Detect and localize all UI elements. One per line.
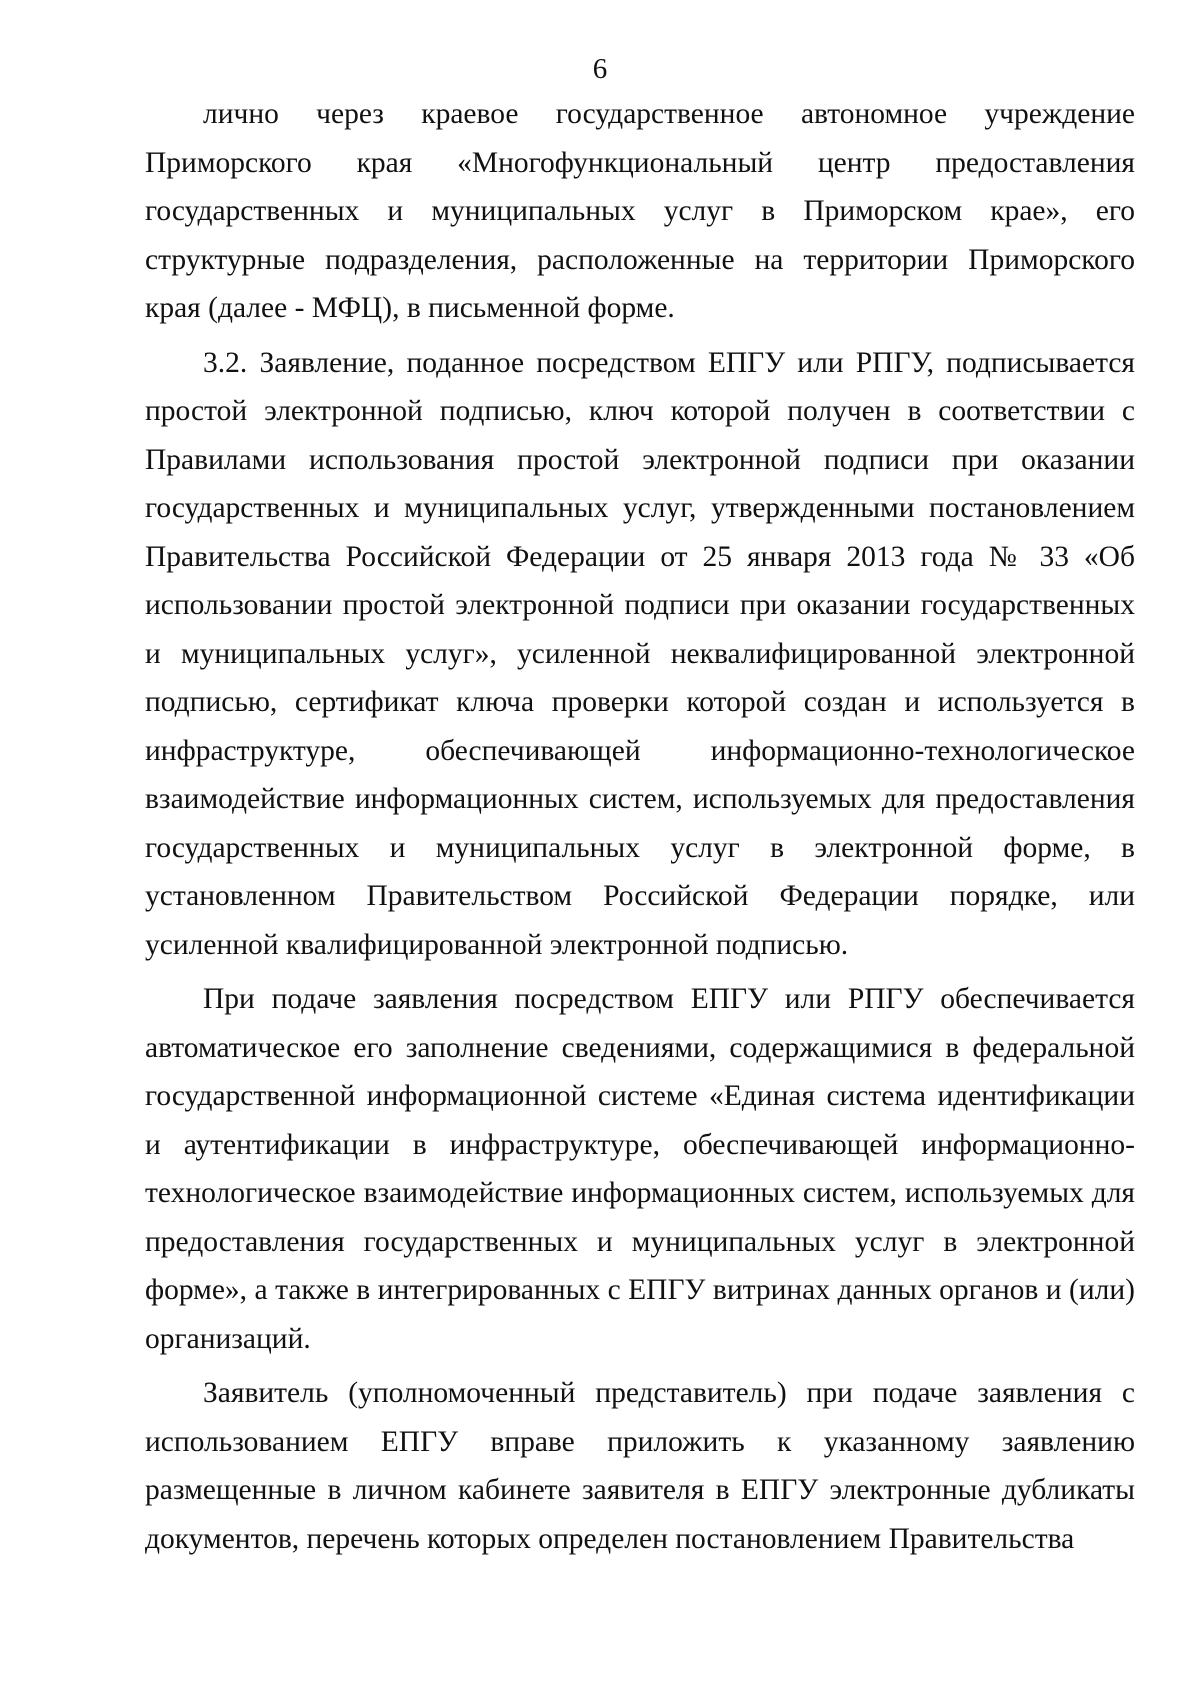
- paragraph-mfc-submission: лично через краевое государственное автономное учреждение Приморского края «Многофункциональный центр предоставления государственных и муниципальных услуг в Приморском крае», его структурные подразделения, расположенные на территории Приморского края (далее - МФЦ), в письменной форме.: [145, 98, 1135, 324]
- paragraph-auto-fill: При подаче заявления посредством ЕПГУ или РПГУ обеспечивается автоматическое его заполнение сведениями, содержащимися в федеральной государственной информационной системе «Единая система идентификации и аутентификации в инфраструктуре, обеспечивающей информационно-технологическое взаимодействие информационных систем, используемых для предоставления государственных и муниципальных услуг в электронной форме», а также в интегрированных с ЕПГУ витринах данных органов и (или) организаций.: [145, 983, 1135, 1355]
- paragraph-3-2-signature: 3.2. Заявление, поданное посредством ЕПГУ или РПГУ, подписывается простой электронной подписью, ключ которой получен в соответствии с Правилами использования простой электронной подписи при оказании государственных и муниципальных услуг, утвержденными постановлением Правительства Российской Федерации от 25 января 2013 года № 33 «Об использовании простой электронной подписи при оказании государственных и муниципальных услуг», усиленной неквалифицированной электронной подписью, сертификат ключа проверки которой создан и используется в инфраструктуре, обеспечивающей информационно-технологическое взаимодействие информационных систем, используемых для предоставления государственных и муниципальных услуг в электронной форме, в установленном Правительством Российской Федерации порядке, или усиленной квалифицированной электронной подписью.: [145, 346, 1135, 961]
- document-body: [145, 90, 1135, 1563]
- page-number: 6: [592, 53, 608, 85]
- paragraph-applicant-attachments: Заявитель (уполномоченный представитель) при подаче заявления с использованием ЕПГУ вправе приложить к указанному заявлению размещенные в личном кабинете заявителя в ЕПГУ электронные дубликаты документов, перечень которых определен постановлением Правительства: [145, 1377, 1135, 1555]
